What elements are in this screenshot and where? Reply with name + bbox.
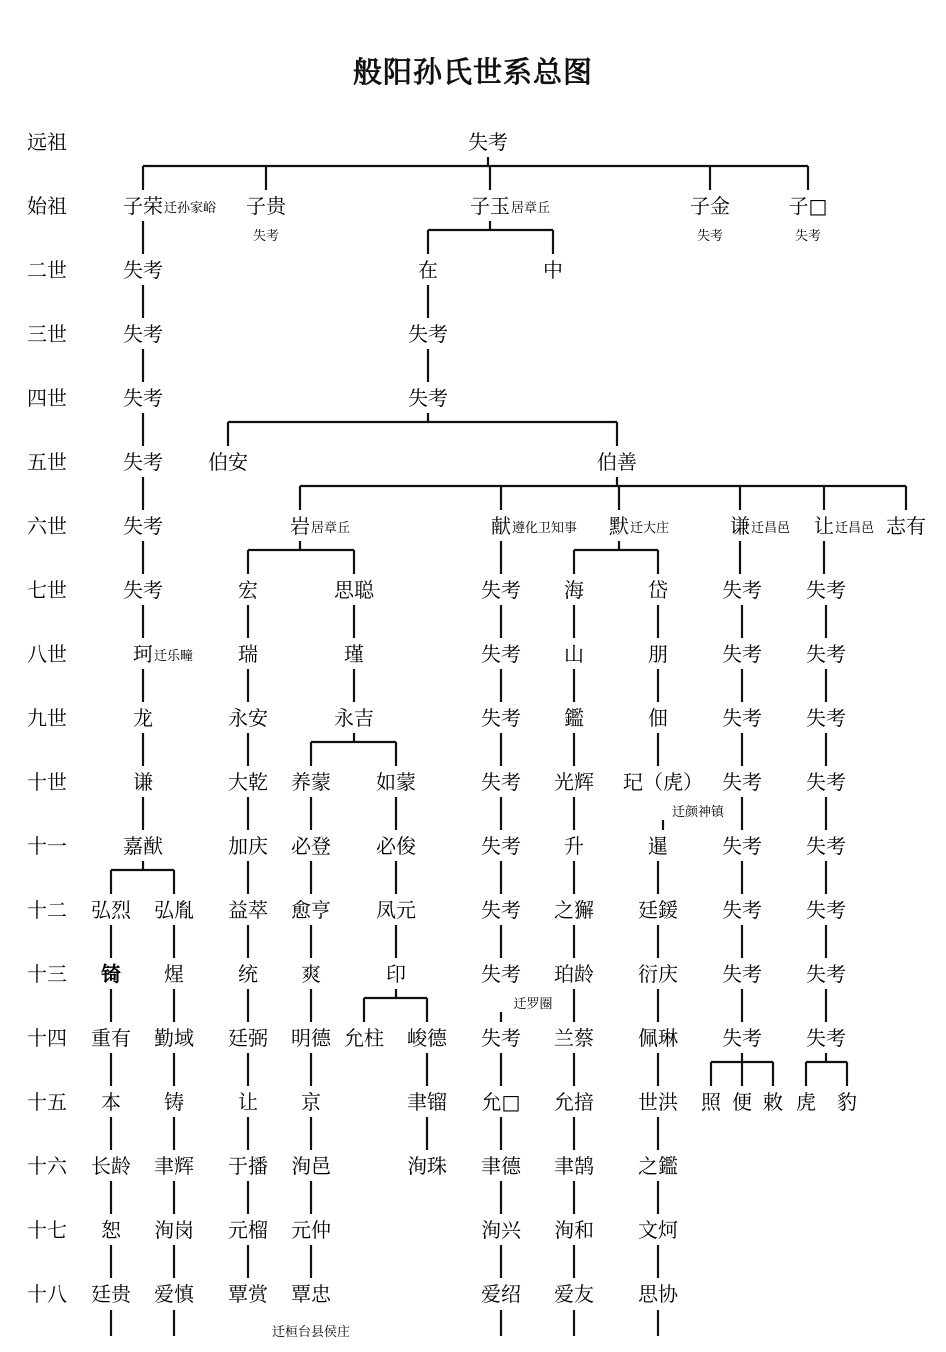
person-node [238,1090,258,1114]
person-name: 失考 [806,706,846,730]
person-node [648,834,668,858]
person-name: 京 [301,1090,321,1114]
person-name: 必登 [291,834,331,858]
person-name: 献 [491,514,511,538]
person-name: 失考 [806,642,846,666]
person-node [763,1090,783,1114]
person-name: 重有 [91,1026,131,1050]
person-name: 爽 [301,962,321,986]
person-node [334,578,375,602]
generation-label: 远祖 [27,130,67,154]
person-name: 洵兴 [481,1218,521,1242]
person-node [481,642,521,666]
generation-label: 十五 [27,1090,67,1114]
person-note: 迁颜神镇 [671,805,725,820]
person-name: 失考 [408,322,448,346]
person-name: 佩琳 [638,1026,678,1050]
person-name: 失考 [481,834,521,858]
person-name: 失考 [481,962,521,986]
person-nodes [91,130,926,1340]
person-note: 迁昌邑 [751,521,791,536]
person-node [228,1154,268,1178]
person-name: 失考 [722,1026,762,1050]
person-node [554,770,594,794]
generation-label: 十八 [27,1282,67,1306]
person-name: 元榴 [228,1218,268,1242]
person-name: 便 [732,1090,752,1114]
person-node [609,514,669,538]
person-name: 益萃 [228,898,268,922]
person-node [806,770,846,794]
person-node [722,962,762,986]
person-node [228,834,268,858]
person-note: 迁昌邑 [835,521,875,536]
person-name: 思协 [638,1282,678,1306]
person-node [133,770,153,794]
person-node [291,1026,332,1050]
person-name: 于播 [228,1154,268,1178]
person-node [228,770,268,794]
person-node [481,1218,522,1242]
person-name: 失考 [722,834,762,858]
person-name: 升 [564,834,584,858]
person-name: 失考 [123,258,163,282]
person-name: 让 [814,514,834,538]
person-node [407,1154,447,1178]
person-node [554,1154,594,1178]
person-node [732,1090,752,1114]
generation-label: 九世 [27,706,67,730]
person-node [123,322,163,346]
person-name: 廷弼 [228,1026,268,1050]
person-name: 谦 [133,770,153,794]
person-note: 遵化卫知事 [512,521,578,536]
person-name: 必俊 [376,834,416,858]
person-node [638,898,678,922]
person-node [291,770,331,794]
person-name: 覃赏 [228,1282,268,1306]
person-name: 聿辉 [154,1154,194,1178]
generation-label: 三世 [27,322,67,346]
person-name: 失考 [722,578,762,602]
person-node [597,450,637,474]
person-node [228,706,268,730]
person-node [344,1026,384,1050]
person-node [228,898,268,922]
person-node [722,770,762,794]
person-note: 居章丘 [511,201,551,216]
person-node [408,386,448,410]
person-name: 统 [238,962,258,986]
person-node [238,642,258,666]
person-name: 失考 [123,322,163,346]
person-name: 养蒙 [291,770,331,794]
person-node [623,770,725,820]
person-name: 敕 [763,1090,783,1114]
person-node [554,1026,594,1050]
generation-label: 十二 [27,898,67,922]
person-name: 失考 [722,642,762,666]
person-name: 失考 [722,898,762,922]
person-name: 元仲 [291,1218,331,1242]
person-node [133,706,153,730]
person-name: 失考 [806,578,846,602]
person-name: 洵邑 [291,1154,331,1178]
person-name: 山 [564,642,584,666]
generation-labels [27,130,68,1306]
person-name: 岱 [648,578,668,602]
person-name: 如蒙 [376,770,416,794]
generation-label: 六世 [27,514,67,538]
person-name: 愈亨 [291,898,331,922]
person-name: 聿鹄 [554,1154,594,1178]
person-name: 思聪 [334,578,374,602]
person-node [481,1282,521,1306]
person-name: 爱绍 [481,1282,521,1306]
person-name: 失考 [123,578,163,602]
person-node [301,1090,321,1114]
person-node [481,962,553,1012]
person-name: 允揞 [554,1090,594,1114]
person-note: 迁大庄 [630,521,670,536]
person-node [291,1154,331,1178]
person-node [123,834,163,858]
person-note: 失考 [696,229,724,244]
person-node [481,1026,521,1050]
chart-title: 般阳孙氏世系总图 [352,55,593,89]
person-name: 子金 [690,194,730,218]
person-name: 凤元 [376,898,416,922]
person-name: 煋 [164,962,184,986]
generation-label: 十一 [27,834,67,858]
person-name: 嘉猷 [123,834,163,858]
person-name: 失考 [408,386,448,410]
generation-label: 十世 [27,770,67,794]
person-node [554,1218,594,1242]
person-node [814,514,874,538]
person-node [806,898,846,922]
person-node [690,194,730,244]
person-node [376,770,416,794]
person-node [228,1282,269,1306]
generation-label: 四世 [27,386,67,410]
person-name: 子□ [788,194,828,218]
person-name: 失考 [481,770,521,794]
person-name: 廷鍰 [638,898,678,922]
person-name: 鑑 [564,706,584,730]
person-node [806,962,846,986]
person-name: 岩 [290,514,310,538]
person-name: 永安 [228,706,268,730]
person-node [291,898,331,922]
person-name: 失考 [123,450,163,474]
generation-label: 八世 [27,642,67,666]
person-name: 峻德 [407,1026,447,1050]
person-name: 失考 [806,834,846,858]
person-node [722,578,762,602]
person-node [91,1282,133,1306]
person-node [806,642,846,666]
person-name: 默 [609,514,629,538]
person-node [806,578,846,602]
person-node [648,642,668,666]
person-node [638,1282,679,1306]
person-name: 照 [701,1090,721,1114]
person-name: 加庆 [228,834,268,858]
generation-label: 十七 [27,1218,67,1242]
generation-label: 二世 [27,258,67,282]
person-name: 弘胤 [154,898,194,922]
person-node [154,1026,194,1050]
person-node [123,514,163,538]
person-note: 迁桓台县侯庄 [271,1325,351,1340]
person-node [123,258,163,282]
generation-label: 始祖 [27,194,67,218]
person-node [554,898,594,922]
person-name: 兰蔡 [554,1026,594,1050]
person-node [334,706,374,730]
person-node [722,898,762,922]
generation-label: 十四 [27,1026,67,1050]
person-name: 失考 [806,770,846,794]
person-node [228,1026,268,1050]
person-node [408,322,448,346]
person-name: 玘（虎） [623,770,703,794]
person-name: 让 [238,1090,258,1114]
person-name: 谦 [730,514,750,538]
person-node [418,258,438,282]
person-node [238,962,258,986]
person-node [564,834,584,858]
person-node [722,1026,762,1050]
person-node [806,706,846,730]
person-node [886,514,926,538]
person-name: 宏 [238,578,258,602]
person-name: 暹 [648,834,668,858]
person-name: 弘烈 [91,898,131,922]
person-name: 伯安 [208,450,248,474]
person-name: 衍庆 [638,962,678,986]
person-node [806,1026,846,1050]
person-name: 覃忠 [291,1282,331,1306]
person-node [481,898,521,922]
person-node [701,1090,722,1114]
person-node [238,578,258,602]
person-note: 迁孙家峪 [164,201,217,216]
person-name: 恕 [101,1218,121,1242]
person-name: 世洪 [638,1090,678,1114]
person-node [796,1090,816,1114]
person-node [564,642,584,666]
person-name: 佃 [648,706,668,730]
generation-label: 十三 [27,962,67,986]
person-name: 瑾 [344,642,364,666]
person-name: 印 [386,962,406,986]
person-name: 铸 [164,1090,184,1114]
person-name: 瑞 [238,642,258,666]
person-node [730,514,790,538]
person-node [806,834,846,858]
person-name: 失考 [806,1026,846,1050]
person-node [154,1282,196,1306]
person-node [123,578,163,602]
person-note: 迁罗圈 [513,997,553,1012]
person-name: 子贵 [246,194,286,218]
generation-label: 十六 [27,1154,67,1178]
person-node [101,1090,121,1114]
person-name: 光辉 [554,770,594,794]
person-node [407,1026,448,1050]
person-node [482,1090,521,1114]
person-name: 龙 [133,706,153,730]
person-name: 失考 [481,642,521,666]
person-node [468,130,508,154]
person-name: 志有 [886,514,926,538]
person-name: 失考 [123,386,163,410]
person-node [789,194,828,244]
person-name: 失考 [481,706,521,730]
person-name: 海 [564,578,584,602]
person-name: 长龄 [91,1154,131,1178]
person-node [246,194,288,244]
person-node [123,386,163,410]
person-node [648,706,668,730]
person-node [208,450,248,474]
person-node [837,1090,857,1114]
person-name: 允□ [481,1090,521,1114]
person-note: 失考 [794,229,822,244]
person-node [344,642,364,666]
person-name: 明德 [291,1026,331,1050]
person-node [290,514,350,538]
person-node [638,1026,678,1050]
person-name: 失考 [481,898,521,922]
person-node [554,1090,594,1114]
person-name: 在 [418,258,438,282]
person-node [123,450,163,474]
person-node [722,834,762,858]
person-node [123,194,217,218]
person-name: 失考 [806,962,846,986]
person-node [638,1154,678,1178]
person-name: 勤域 [154,1026,194,1050]
person-name: 子荣 [123,194,163,218]
person-name: 本 [101,1090,121,1114]
person-node [564,578,584,602]
person-name: 失考 [481,578,521,602]
person-node [91,898,132,922]
person-node [722,642,762,666]
person-node [228,1218,268,1242]
person-name: 廷贵 [91,1282,131,1306]
person-node [101,962,121,986]
person-name: 失考 [481,1026,521,1050]
person-node [491,514,577,538]
person-note: 失考 [252,229,280,244]
generation-label: 五世 [27,450,67,474]
person-name: 伯善 [597,450,637,474]
person-name: 失考 [722,770,762,794]
person-name: 失考 [468,130,508,154]
person-node [407,1090,447,1114]
person-node [291,1218,331,1242]
person-name: 子玉 [470,194,510,218]
person-node [154,1218,194,1242]
person-name: 之鑑 [638,1154,678,1178]
person-node [481,770,521,794]
person-name: 大乾 [228,770,268,794]
person-name: 中 [543,258,563,282]
person-name: 洵和 [554,1218,594,1242]
person-name: 洵珠 [407,1154,447,1178]
person-node [376,898,416,922]
person-node [91,1154,131,1178]
person-node [154,1154,194,1178]
person-node [376,834,416,858]
person-node [91,1026,131,1050]
person-note: 迁乐疃 [154,649,194,664]
person-note: 居章丘 [311,521,351,536]
person-node [164,1090,184,1114]
person-node [638,962,678,986]
person-name: 聿德 [481,1154,521,1178]
person-node [481,578,521,602]
person-node [722,706,762,730]
person-name: 失考 [806,898,846,922]
generation-label: 七世 [27,578,67,602]
person-name: 珀龄 [554,962,594,986]
person-node [164,962,184,986]
person-node [272,1282,350,1340]
person-node [554,962,594,986]
person-node [481,1154,522,1178]
person-node [154,898,194,922]
person-node [543,258,563,282]
person-name: 永吉 [334,706,374,730]
person-name: 虎 [796,1090,816,1114]
person-node [470,194,550,218]
person-name: 失考 [722,706,762,730]
person-name: 失考 [722,962,762,986]
person-node [564,706,584,730]
person-name: 爱慎 [154,1282,194,1306]
person-name: 失考 [123,514,163,538]
person-node [291,834,331,858]
person-node [481,706,521,730]
person-node [554,1282,594,1306]
person-name: 锜 [101,962,121,986]
person-node [638,1090,678,1114]
person-node [386,962,406,986]
person-name: 允柱 [344,1026,384,1050]
person-name: 朋 [648,642,668,666]
person-name: 洵岗 [154,1218,194,1242]
person-name: 珂 [133,642,153,666]
person-node [301,962,321,986]
person-node [648,578,668,602]
person-node [638,1218,678,1242]
person-node [133,642,193,666]
person-node [481,834,521,858]
person-name: 聿镏 [407,1090,447,1114]
person-name: 豹 [837,1090,857,1114]
person-name: 文炣 [638,1218,678,1242]
person-name: 之獬 [554,898,594,922]
person-node [101,1218,122,1242]
person-name: 爱友 [554,1282,594,1306]
